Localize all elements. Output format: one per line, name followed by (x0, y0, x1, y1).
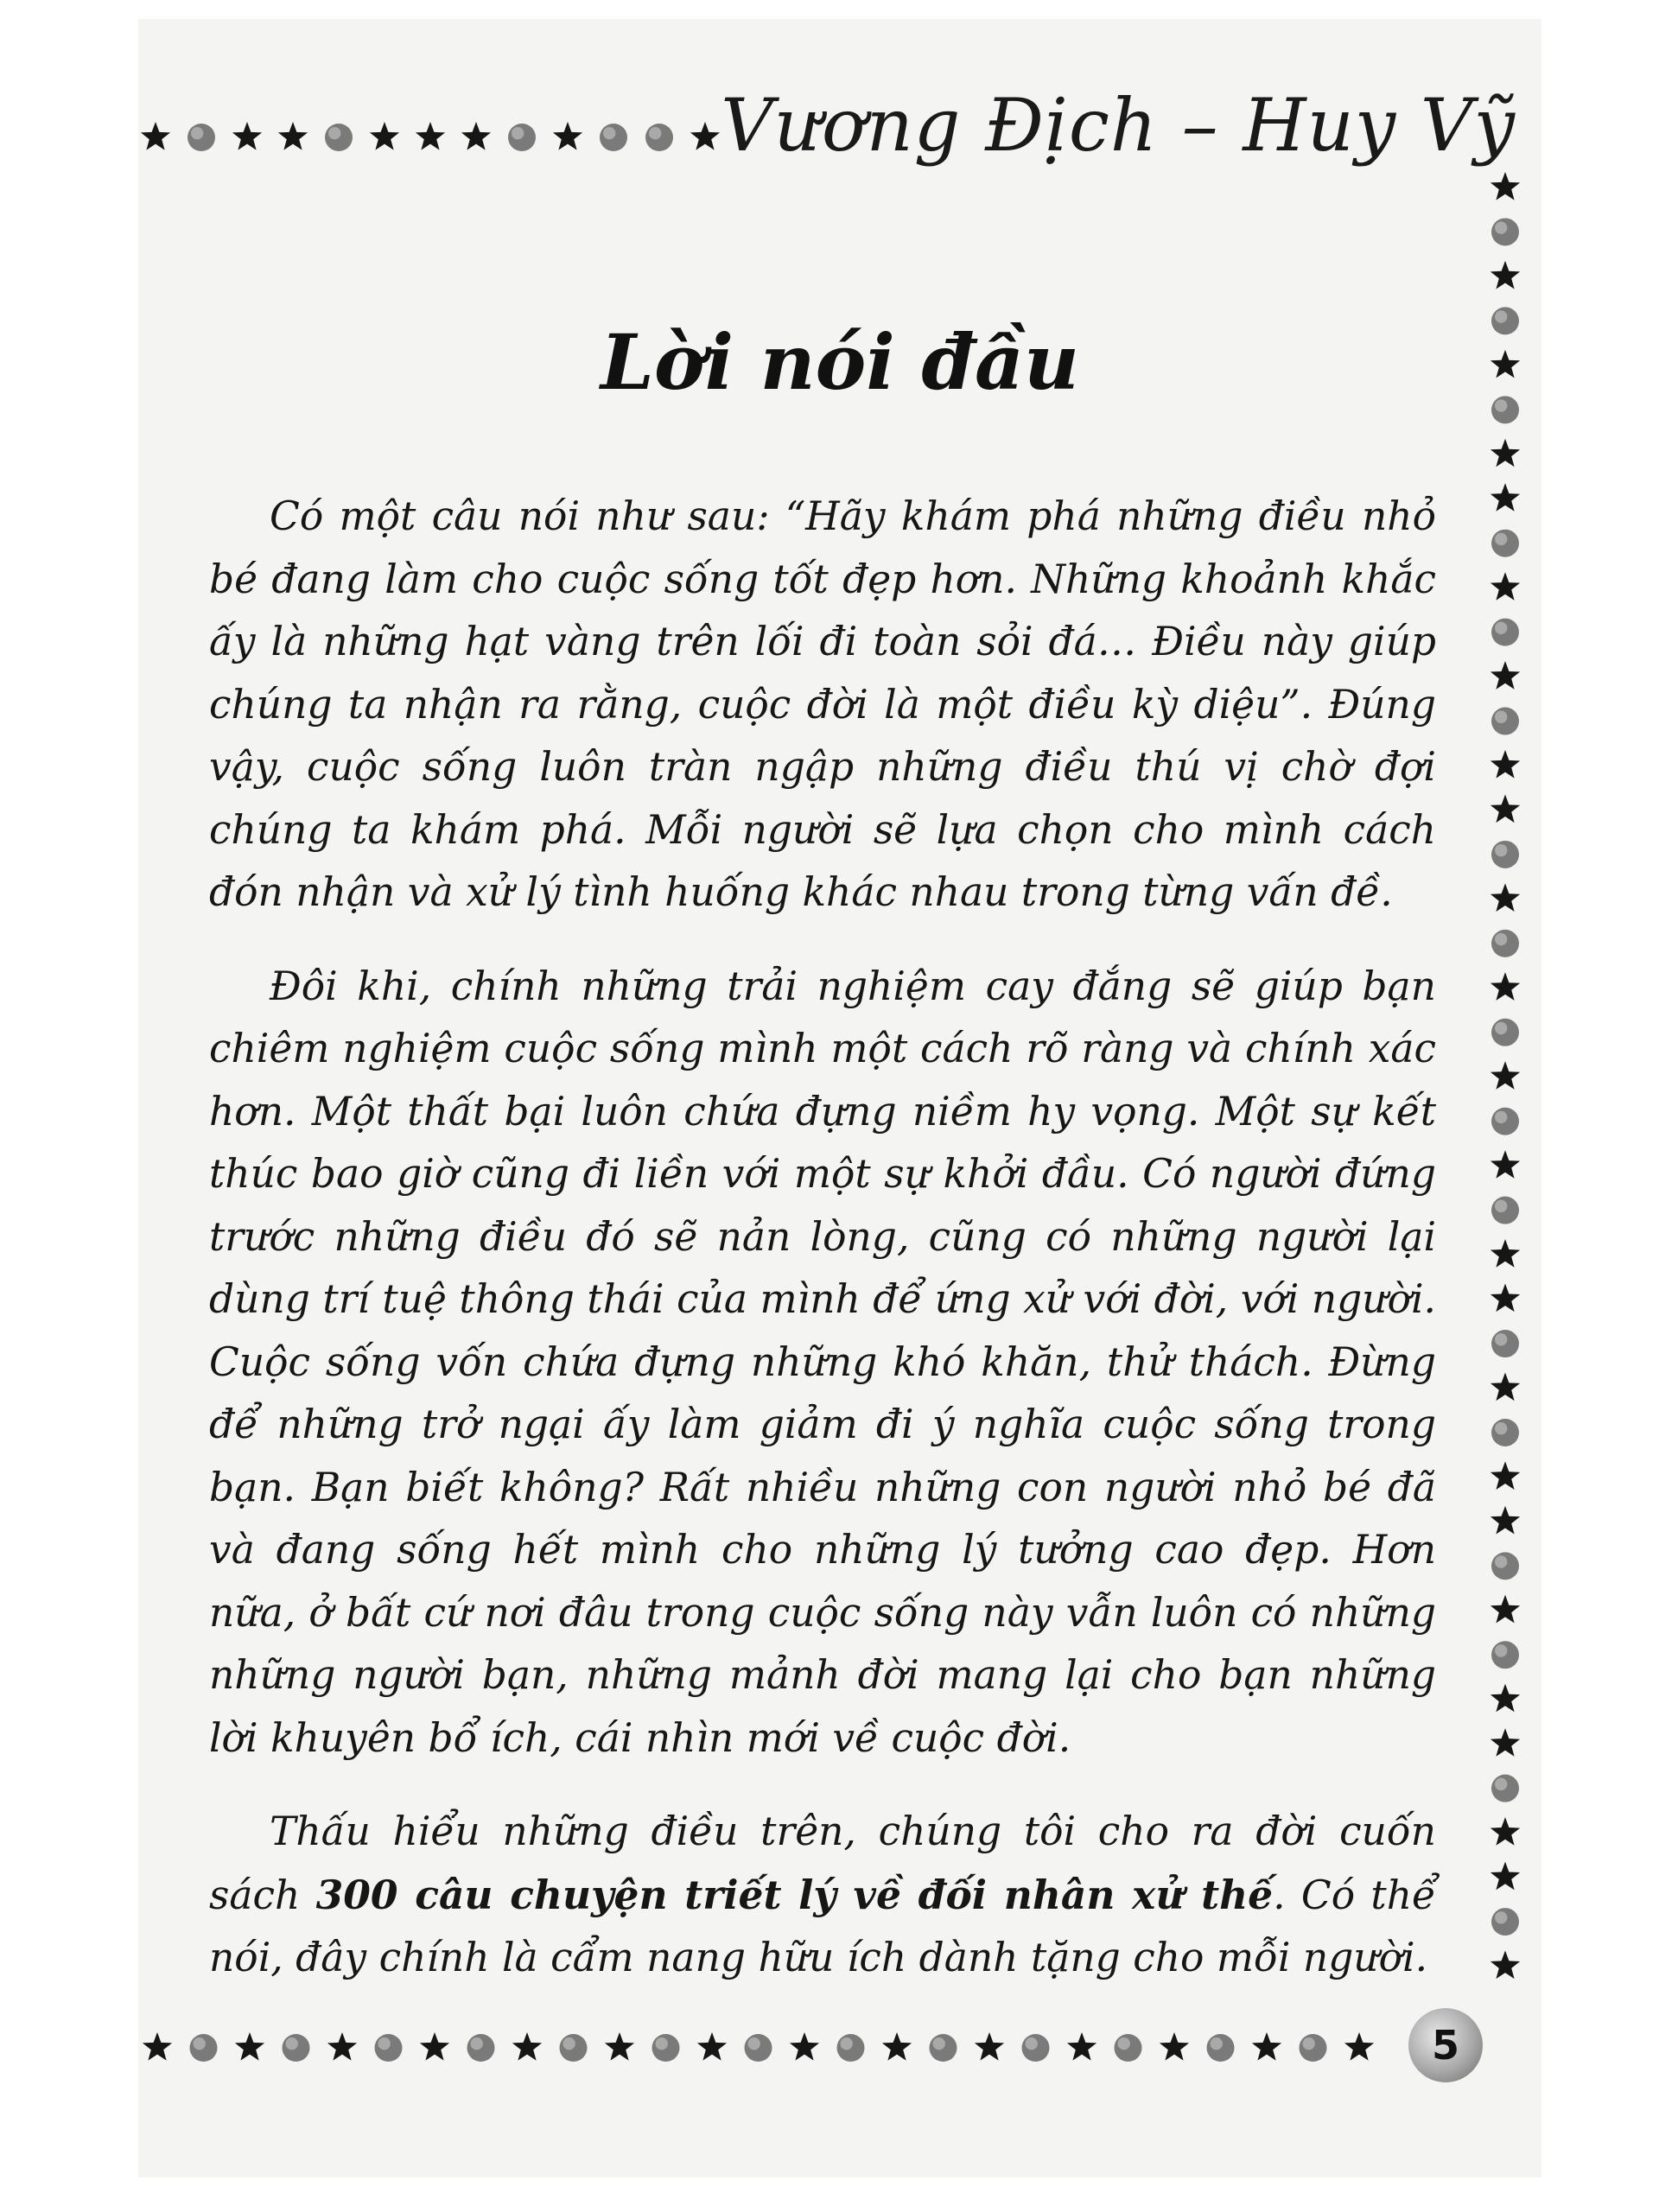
star-icon (697, 2032, 727, 2061)
star-icon (512, 2032, 542, 2061)
star-icon (1491, 1239, 1520, 1268)
star-icon (143, 2032, 172, 2061)
dot-highlight (1211, 2037, 1223, 2050)
dot-highlight (1495, 622, 1507, 634)
dot-highlight (1495, 711, 1507, 723)
dot-highlight (1495, 221, 1507, 233)
star-icon (235, 2032, 264, 2061)
star-icon (790, 2032, 819, 2061)
dot-highlight (471, 2037, 483, 2050)
star-icon (1491, 972, 1520, 1001)
dot-highlight (1026, 2037, 1038, 2050)
dot-highlight (1495, 1422, 1507, 1434)
star-icon (1491, 483, 1520, 512)
star-icon (1491, 1461, 1520, 1490)
star-icon (1491, 572, 1520, 601)
star-icon (882, 2032, 912, 2061)
dot-highlight (1495, 1111, 1507, 1123)
star-icon (461, 122, 491, 150)
dot-highlight (328, 127, 340, 139)
dot-highlight (378, 2037, 391, 2050)
star-icon (1160, 2032, 1189, 2061)
star-icon (690, 122, 720, 150)
page-title: Lời nói đầu (601, 317, 1079, 407)
book-page (138, 19, 1541, 2177)
dot-highlight (841, 2037, 853, 2050)
star-icon (370, 122, 399, 150)
star-icon (1491, 1684, 1520, 1713)
dot-highlight (656, 2037, 668, 2050)
dot-highlight (194, 2037, 206, 2050)
star-icon (1491, 1506, 1520, 1535)
star-icon (1491, 1595, 1520, 1624)
dot-highlight (563, 2037, 575, 2050)
star-icon (1491, 1284, 1520, 1313)
star-icon (1491, 1728, 1520, 1757)
star-icon (1491, 1150, 1520, 1179)
dot-highlight (649, 127, 661, 139)
dot-highlight (1495, 1911, 1507, 1923)
star-icon (975, 2032, 1004, 2061)
star-icon (1491, 1061, 1520, 1090)
dot-highlight (1495, 1778, 1507, 1790)
right-ornament-border (1479, 166, 1531, 1998)
page-number-badge: 5 (1408, 2008, 1483, 2082)
star-icon (1491, 439, 1520, 467)
dot-highlight (1495, 1022, 1507, 1034)
dot-highlight (748, 2037, 760, 2050)
star-icon (553, 122, 582, 150)
bottom-ornament-border (138, 2022, 1400, 2074)
author-name: Vương Địch – Huy Vỹ (721, 83, 1516, 168)
dot-highlight (1303, 2037, 1315, 2050)
star-icon (1067, 2032, 1096, 2061)
dot-highlight (512, 127, 524, 139)
dot-highlight (191, 127, 203, 139)
dot-highlight (933, 2037, 945, 2050)
star-icon (1252, 2032, 1281, 2061)
star-icon (1491, 750, 1520, 779)
dot-highlight (1495, 1555, 1507, 1567)
star-icon (232, 122, 262, 150)
dot-highlight (286, 2037, 298, 2050)
star-icon (1491, 172, 1520, 200)
star-icon (278, 122, 308, 150)
star-icon (416, 122, 445, 150)
dot-highlight (1495, 1644, 1507, 1656)
star-icon (605, 2032, 634, 2061)
dot-highlight (1495, 1333, 1507, 1345)
star-icon (1344, 2032, 1374, 2061)
star-icon (1491, 795, 1520, 823)
paragraph-1: Có một câu nói như sau: “Hãy khám phá những điều nhỏ bé đang làm cho cuộc sống tốt đẹp hơn. Những khoảnh khắc ấy là những hạt vàng trên lối đi toàn sỏi đá… Điều này giúp chúng ta nhận ra rằng, cuộc đời là một điều kỳ diệu”. Đúng vậy, cuộc sống luôn tràn ngập những điều thú vị chờ đợi chúng ta khám phá. Mỗi người sẽ lựa chọn cho mình cách đón nhận và xử lý tình huống khác nhau trong từng vấn đề. (209, 493, 1436, 915)
dot-highlight (603, 127, 615, 139)
star-icon (1491, 883, 1520, 912)
paragraph-3-end: . Có thể nói, đây chính là cẩm nang hữu ích dành tặng cho mỗi người. (209, 1872, 1436, 1980)
star-icon (420, 2032, 449, 2061)
star-icon (1491, 661, 1520, 690)
star-icon (1491, 261, 1520, 289)
body-text (209, 486, 1436, 2021)
dot-highlight (1118, 2037, 1130, 2050)
dot-highlight (1495, 844, 1507, 856)
paragraph-2: Đôi khi, chính những trải nghiệm cay đắng sẽ giúp bạn chiêm nghiệm cuộc sống mình một cách rõ ràng và chính xác hơn. Một thất bại luôn chứa đựng niềm hy vọng. Một sự kết thúc bao giờ cũng đi liền với một sự khởi đầu. Có người đứng trước những điều đó sẽ nản lòng, cũng có những người lại dùng trí tuệ thông thái của mình để ứng xử với đời, với người. Cuộc sống vốn chứa đựng những khó khăn, thử thách. Đừng để những trở ngại ấy làm giảm đi ý nghĩa cuộc sống trong bạn. Bạn biết không? Rất nhiều những con người nhỏ bé đã và đang sống hết mình cho những lý tưởng cao đẹp. Hơn nữa, ở bất cứ nơi đâu trong cuộc sống này vẫn luôn có những những người bạn, những mảnh đời mang lại cho bạn những lời khuyên bổ ích, cái nhìn mới về cuộc đời. (209, 963, 1436, 1761)
star-icon (1491, 1817, 1520, 1846)
top-ornament-border (138, 116, 760, 159)
dot-highlight (1495, 933, 1507, 945)
paragraph-3-start: Thấu hiểu những điều trên, chúng tôi cho ra đời cuốn sách (209, 1808, 1436, 1918)
book-title-highlight: 300 câu chuyện triết lý về đối nhân xử thế (315, 1871, 1274, 1918)
page-header (138, 81, 1541, 176)
dot-highlight (1495, 533, 1507, 545)
dot-highlight (1495, 1200, 1507, 1212)
star-icon (1491, 1951, 1520, 1980)
paragraph-3 (209, 1801, 1436, 1990)
star-icon (1491, 1373, 1520, 1402)
star-icon (141, 122, 170, 150)
star-icon (327, 2032, 357, 2061)
star-icon (1491, 1862, 1520, 1891)
